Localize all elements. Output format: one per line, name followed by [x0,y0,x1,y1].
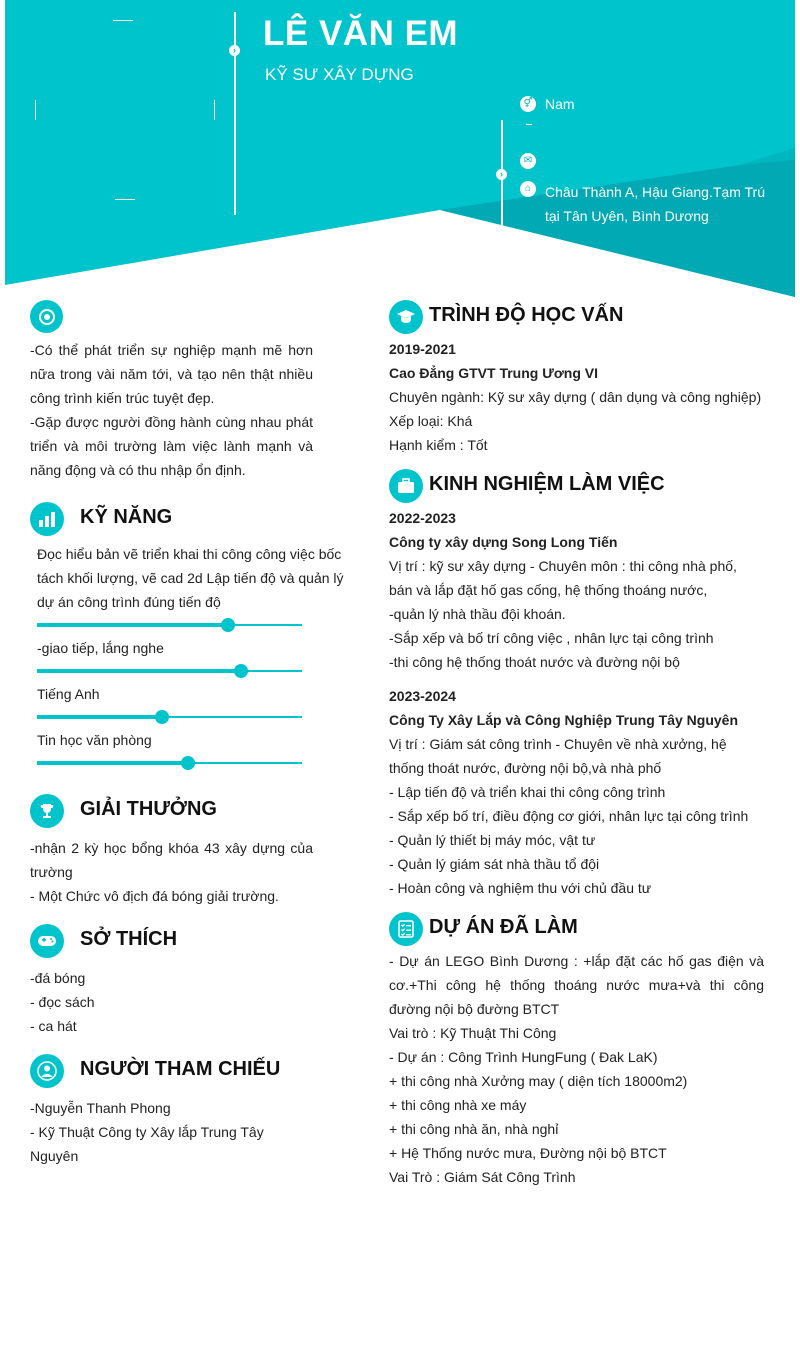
hobby-item: - đọc sách [30,994,95,1010]
reference-item: - Kỹ Thuật Công ty Xây lắp Trung Tây Nguyên [30,1124,264,1164]
skills-title: KỸ NĂNG [80,506,173,528]
cv-header [0,0,800,300]
job-description: Vị trí : Giám sát công trình - Chuyên về nhà xưởng, hệ thống thoát nước, đường nội bộ,và nhà phố - Lập tiến độ và triển khai thi công công trình - Sắp xếp bố trí, điều động cơ giới, nhân lực tại công trình - Quản lý thiết bị máy móc, vật tư - Quản lý giám sát nhà thầu tổ đội - Hoàn công và nghiệm thu với chủ đầu tư [389,736,749,896]
header-divider [234,12,236,215]
contact-separator [526,124,532,125]
chevron-right-icon: › [496,169,507,180]
gender-icon: ⚥ [520,96,536,112]
references-list [30,1096,315,1168]
checklist-icon [389,912,423,946]
experience-job [389,684,764,900]
awards-title: GIẢI THƯỞNG [80,798,217,820]
projects-body [389,949,764,1189]
education-line: Xếp loại: Khá [389,413,473,429]
awards-header [30,794,315,834]
experience-title: KINH NGHIỆM LÀM VIỆC [429,473,665,495]
hobby-item: - ca hát [30,1018,77,1034]
project-line: Vai trò : Kỹ Thuật Thi Công [389,1025,557,1041]
right-column [389,300,764,1189]
skill-bar [37,660,302,682]
education-period: 2019-2021 [389,341,456,357]
email-icon: ✉ [520,153,536,169]
objective-header [30,300,315,336]
chevron-right-icon: › [229,45,240,56]
contact-gender: Nam [545,96,575,112]
job-period: 2023-2024 [389,688,456,704]
hobby-item: -đá bóng [30,970,86,986]
projects-header [389,912,764,952]
left-column [30,300,344,1168]
skill-label: Tiếng Anh [37,686,100,702]
hobbies-list [30,966,315,1038]
bar-chart-icon [30,502,64,536]
skill-bar [37,706,302,728]
project-line: - Dự án : Công Trình HungFung ( Đak LaK) [389,1049,658,1065]
project-line: Vai Trò : Giám Sát Công Trình [389,1169,576,1185]
project-intro: - Dự án LEGO Bình Dương : +lắp đặt các hố gas điện và cơ.+Thi công hệ thống thoáng nước mưa+và thi công đường nội bộ đường BTCT [389,953,764,1017]
job-company: Công Ty Xây Lắp và Công Nghiệp Trung Tây Nguyên [389,712,738,728]
reference-item: -Nguyễn Thanh Phong [30,1100,171,1116]
project-line: + Hệ Thống nước mưa, Đường nội bộ BTCT [389,1145,667,1161]
skill-label: Tin học văn phòng [37,732,152,748]
skills-list [30,542,344,774]
project-line: + thi công nhà Xưởng may ( diện tích 18000m2) [389,1073,688,1089]
education-body [389,337,764,457]
education-header [389,300,764,340]
education-title: TRÌNH ĐỘ HỌC VẤN [429,304,624,326]
experience-header [389,469,764,509]
project-line: + thi công nhà xe máy [389,1097,527,1113]
photo-placeholder [35,20,215,200]
awards-text: -nhận 2 kỳ học bổng khóa 43 xây dựng của trường - Một Chức vô địch đá bóng giải trường. [30,840,313,904]
objective-text: -Có thể phát triển sự nghiệp mạnh mẽ hơn nữa trong vài năm tới, và tạo nên thật nhiều công trình kiến trúc tuyệt đẹp. -Gặp được người đồng hành cùng nhau phát triển và môi trường làm việc lành mạnh và năng động và có thu nhập ổn định. [30,342,313,478]
job-title: KỸ SƯ XÂY DỰNG [265,65,414,84]
candidate-name: LÊ VĂN EM [263,14,459,53]
job-period: 2022-2023 [389,510,456,526]
graduation-cap-icon [389,300,423,334]
references-title: NGƯỜI THAM CHIẾU [80,1058,281,1080]
skill-bar [37,614,302,636]
projects-title: DỰ ÁN ĐÃ LÀM [429,916,578,938]
target-icon [30,300,63,333]
skill-label: -giao tiếp, lắng nghe [37,640,164,656]
skill-bar [37,752,302,774]
project-line: + thi công nhà ăn, nhà nghỉ [389,1121,559,1137]
contact-address: Châu Thành A, Hậu Giang.Tạm Trú tại Tân Uyên, Bình Dương [545,184,765,224]
experience-job [389,506,764,674]
gamepad-icon [30,924,64,958]
briefcase-icon [389,469,423,503]
user-icon [30,1054,64,1088]
home-icon: ⌂ [520,181,536,197]
job-description: Vị trí : kỹ sư xây dựng - Chuyên môn : thi công nhà phố, bán và lắp đặt hố gas cống, hệ thống thoáng nước, -quản lý nhà thầu đội khoán. -Sắp xếp và bố trí công việc , nhân lực tại công trình -thi công hệ thống thoát nước và đường nội bộ [389,558,737,670]
hobbies-title: SỞ THÍCH [80,928,178,950]
skills-header [30,502,315,542]
job-company: Công ty xây dựng Song Long Tiến [389,534,618,550]
education-line: Hạnh kiểm : Tốt [389,437,488,453]
references-header [30,1054,315,1094]
education-school: Cao Đẳng GTVT Trung Ương VI [389,365,599,381]
trophy-icon [30,794,64,828]
education-line: Chuyên ngành: Kỹ sư xây dựng ( dân dụng và công nghiệp) [389,389,762,405]
hobbies-header [30,924,315,964]
skill-label: Đọc hiểu bản vẽ triển khai thi công công việc bốc tách khối lượng, vẽ cad 2d Lập tiến độ và quản lý dự án công trình đúng tiến độ [37,546,344,610]
